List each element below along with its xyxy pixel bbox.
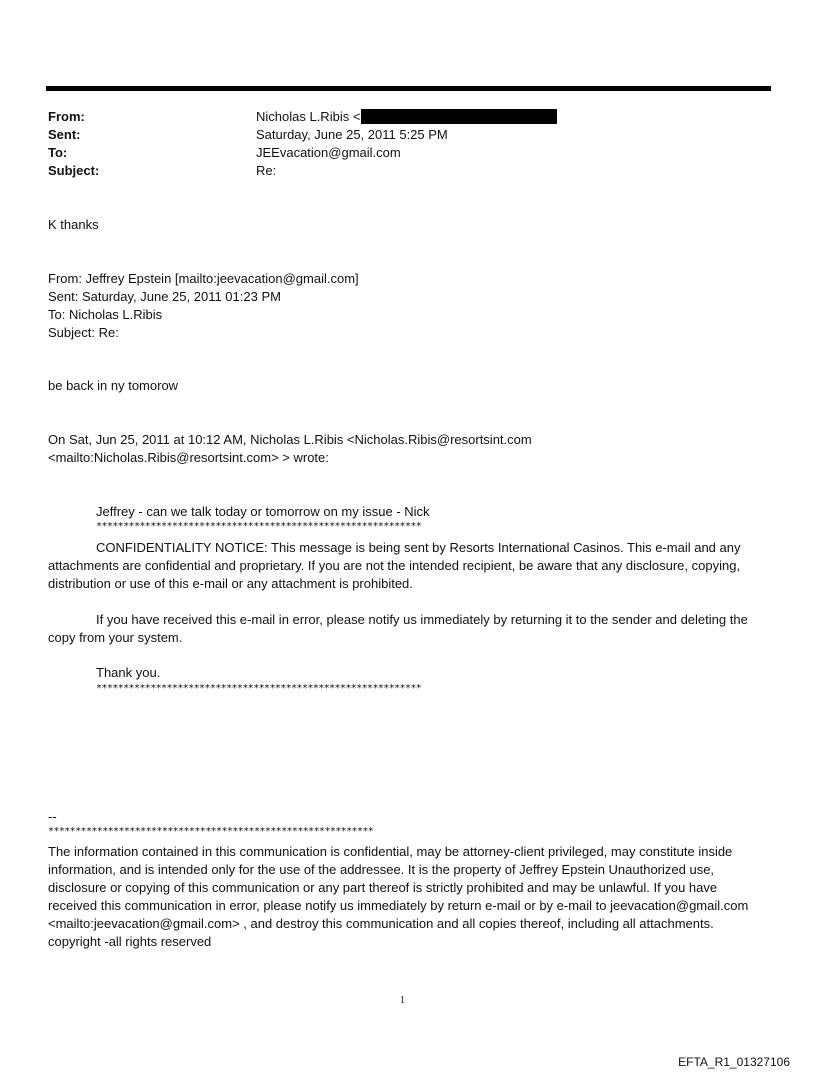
reply-body: K thanks [48, 217, 99, 232]
quoted-body: be back in ny tomorow [48, 378, 179, 393]
quoted-from: From: Jeffrey Epstein [mailto:jeevacation@gmail.com] [48, 271, 359, 286]
quoted-to: To: Nicholas L.Ribis [48, 307, 163, 322]
footer-stars: ************************************************************ [48, 826, 374, 837]
sent-value: Saturday, June 25, 2011 5:25 PM [256, 127, 448, 142]
quoted-sent: Sent: Saturday, June 25, 2011 01:23 PM [48, 289, 281, 304]
from-value: Nicholas L.Ribis < [256, 108, 557, 126]
nested-stars-top: ************************************************************ [96, 521, 422, 532]
from-label: From: [48, 109, 85, 124]
sent-label: Sent: [48, 127, 81, 142]
nested-stars-bottom: ************************************************************ [96, 683, 422, 694]
subject-label: Subject: [48, 163, 100, 178]
bates-number: EFTA_R1_01327106 [678, 1055, 790, 1069]
to-value: JEEvacation@gmail.com [256, 145, 401, 160]
to-label: To: [48, 145, 68, 160]
nested-message: Jeffrey - can we talk today or tomorrow on my issue - Nick [96, 504, 430, 519]
redaction-block [361, 109, 557, 124]
footer-disclaimer: The information contained in this communication is confidential, may be attorney-client privileged, may constitute inside information, and is intended only for the use of the addressee. It is the property of Jeffrey Epstein Unauthorized use, disclosure or copying of this communication or any part thereof is strictly prohibited and may be unlawful. If you have received this communication in error, please notify us immediately by return e-mail or by e-mail to jeevacation@gmail.com <mailto:jeevacation@gmail.com> , and destroy this communication and all copies thereof, including all attachments. copyright -all rights reserved [48, 844, 749, 949]
error-notice: If you have received this e-mail in error, please notify us immediately by returning it to the sender and deleting the copy from your system. [48, 612, 748, 645]
footer-dashes: -- [48, 809, 57, 824]
quoted-subject: Subject: Re: [48, 325, 119, 340]
subject-value: Re: [256, 163, 277, 178]
header-rule [46, 86, 771, 91]
wrote-line-2: <mailto:Nicholas.Ribis@resortsint.com> > wrote: [48, 450, 329, 465]
nested-thanks: Thank you. [96, 665, 161, 680]
confidentiality-notice: CONFIDENTIALITY NOTICE: This message is being sent by Resorts International Casinos. This e-mail and any attachments are confidential and proprietary. If you are not the intended recipient, be aware that any disclosure, copying, distribution or use of this e-mail or any attachment is prohibited. [48, 540, 741, 591]
page-number: 1 [400, 995, 405, 1006]
wrote-line-1: On Sat, Jun 25, 2011 at 10:12 AM, Nicholas L.Ribis <Nicholas.Ribis@resortsint.com [48, 432, 532, 447]
